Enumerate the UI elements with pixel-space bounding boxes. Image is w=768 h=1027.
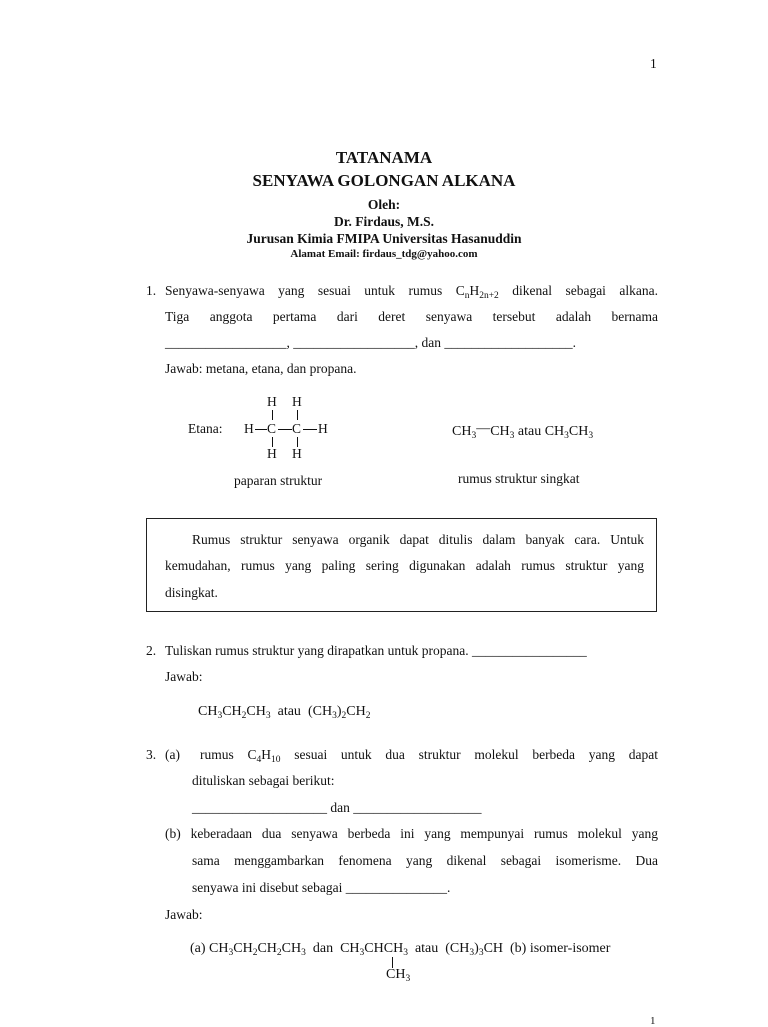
question-number: 1. — [146, 283, 157, 298]
paparan-label: paparan struktur — [234, 473, 323, 488]
q3-b-line-3: senyawa ini disebut sebagai _______________. — [192, 880, 451, 895]
bond-line — [272, 410, 273, 420]
q1-line-2: Tiga anggota pertama dari deret senyawa tersebut adalah bernama — [165, 309, 658, 324]
q3-b-line-2: sama menggambarkan fenomena yang dikenal sebagai isomerisme. Dua — [192, 853, 658, 868]
bond-line — [303, 429, 317, 430]
butana-formulas: (a) $CH_3CH_2CH_2CH_3$ dan $CH_3CHCH_3$ atau $(CH_3)_3CH$ (b) isomer-isomer — [190, 941, 611, 958]
q2-question: Tuliskan rumus struktur yang dirapatkan untuk propana. _________________ — [165, 643, 587, 658]
c-atom: C — [267, 421, 277, 436]
title-line-1: TATANAMA — [335, 148, 433, 167]
etana-label: Etana: — [188, 421, 223, 436]
q3-jawab: Jawab: — [165, 907, 203, 922]
q2-jawab: Jawab: — [165, 669, 203, 684]
h-atom: H — [292, 446, 302, 461]
note-line-1: Rumus struktur senyawa organik dapat ditulis dalam banyak cara. Untuk — [192, 532, 644, 547]
note-line-2: kemudahan, rumus yang paling sering digunakan adalah rumus struktur yang — [165, 558, 644, 573]
q3-a-blanks: ____________________ dan ___________________ — [192, 800, 482, 815]
q3-a-line-1: rumus $C_4H_{10}$ sesuai untuk dua struktur molekul berbeda yang dapat — [200, 747, 658, 765]
page-number: 1 — [650, 56, 657, 71]
q3-a-line-2: dituliskan sebagai berikut: — [192, 773, 335, 788]
singkat-label: rumus struktur singkat — [458, 471, 580, 486]
question-number: 2. — [146, 643, 157, 658]
q1-line-1: Senyawa-senyawa yang sesuai untuk rumus $C_nH_{2n+2}$ dikenal sebagai alkana. — [165, 283, 658, 301]
department: Jurusan Kimia FMIPA Universitas Hasanuddin — [246, 231, 522, 246]
question-number: 3. — [146, 747, 157, 762]
h-atom: H — [318, 421, 328, 436]
q3-part-a-label: (a) — [165, 747, 180, 762]
propana-formula: $CH_3CH_2CH_3$ atau $(CH_3)_2CH_2$ — [198, 704, 371, 721]
page-number-bottom: 1 — [650, 1015, 656, 1027]
bond-line — [297, 410, 298, 420]
author: Dr. Firdaus, M.S. — [333, 214, 434, 229]
email: Alamat Email: firdaus_tdg@yahoo.com — [290, 248, 478, 260]
title-line-2: SENYAWA GOLONGAN ALKANA — [252, 171, 516, 190]
h-atom: H — [267, 394, 277, 409]
bond-line — [278, 429, 292, 430]
q1-blanks: __________________, __________________, dan ___________________. — [165, 335, 576, 350]
by-label: Oleh: — [367, 197, 401, 212]
q1-answer: Jawab: metana, etana, dan propana. — [165, 361, 357, 376]
c-atom: C — [292, 421, 302, 436]
h-atom: H — [292, 394, 302, 409]
bond-line — [255, 429, 267, 430]
condensed-formula: $CH_3—CH_3$ atau $CH_3CH_3$ — [452, 421, 594, 441]
branch-methyl: $CH_3$ — [386, 967, 411, 984]
h-atom: H — [267, 446, 277, 461]
q3-b-line-1: (b) keberadaan dua senyawa berbeda ini yang mempunyai rumus molekul yang — [165, 826, 658, 841]
note-line-3: disingkat. — [165, 585, 218, 600]
h-atom: H — [244, 421, 254, 436]
